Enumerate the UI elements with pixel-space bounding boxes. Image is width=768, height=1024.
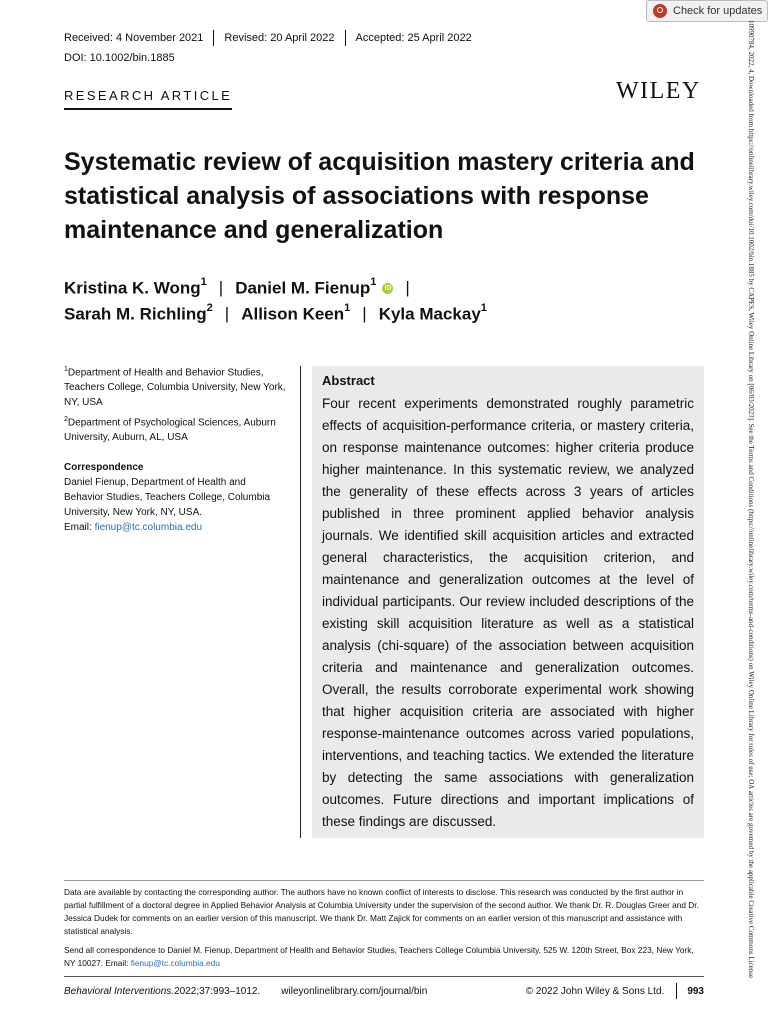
affiliation-2: $^2$Department of Psychological Sciences, Auburn University, Auburn, AL, USA	[64, 416, 276, 444]
page-number: 993	[687, 985, 704, 997]
check-updates-icon	[653, 4, 667, 18]
footnote-acknowledgements: Data are available by contacting the corresponding author. The authors have no known conflict of interests to disclose. This research was conducted by the first author in partial fulfillment of a doctoral degree in Applied Behavior Analysis at Columbia University under the supervision of the second author. We thank Dr. R. Douglas Greer and Dr. Jessica Dudek for comments on an earlier version of this manuscript. We thank Dr. Matt Zajick for comments on an earlier version of this manuscript and assistance with statistical analysis.	[64, 887, 699, 936]
affiliation-1: $^1$Department of Health and Behavior Studies, Teachers College, Columbia University, New York, NY, USA	[64, 366, 286, 409]
footnote-rule	[64, 880, 704, 881]
author-name[interactable]: Kristina K. Wong$^1$	[64, 276, 207, 298]
download-notice-text: 10990784, 2022, 4, Downloaded from https://onlinelibrary.wiley.com/doi/10.1002/bin.1885 by CAPES, Wiley Online Library on [06/03/2023]. See the Terms and Conditions (https://onlinelibrary.wiley.com/terms-and-conditions) on Wiley Online Library for rules of use; OA articles are governed by the applicable Creative Commons License	[747, 20, 755, 979]
publication-dates	[64, 30, 472, 46]
author-name[interactable]: Kyla Mackay$^1$	[378, 302, 487, 324]
correspondence-email-line: Email: fienup@tc.columbia.edu	[64, 522, 202, 533]
publisher-logo: WILEY	[616, 78, 701, 104]
correspondence-text: Daniel Fienup, Department of Health and Behavior Studies, Teachers College, Columbia University, New York, NY, USA.	[64, 477, 271, 518]
author-separator: |	[218, 278, 224, 298]
author-line-2	[64, 304, 487, 325]
journal-url[interactable]: wileyonlinelibrary.com/journal/bin	[281, 985, 428, 997]
author-name[interactable]: Allison Keen$^1$	[241, 302, 351, 324]
journal-name: Behavioral Interventions.	[64, 985, 175, 997]
date-separator	[213, 30, 214, 46]
article-title: Systematic review of acquisition mastery criteria and statistical analysis of associations with response maintenance and generalization	[64, 148, 695, 244]
author-separator: |	[224, 304, 230, 324]
correspondence-heading: Correspondence	[64, 462, 144, 473]
orcid-icon[interactable]: iD	[384, 284, 392, 292]
check-for-updates-button[interactable]	[646, 0, 768, 22]
author-line-1	[64, 278, 422, 299]
abstract-heading: Abstract	[322, 373, 375, 388]
copyright: © 2022 John Wiley & Sons Ltd.	[525, 985, 665, 997]
author-name[interactable]: Sarah M. Richling$^2$	[64, 302, 213, 324]
revised-date: Revised: 20 April 2022	[224, 32, 335, 44]
correspondence-email-link[interactable]: fienup@tc.columbia.edu	[94, 522, 202, 533]
doi[interactable]: DOI: 10.1002/bin.1885	[64, 52, 175, 64]
download-notice	[744, 20, 758, 1020]
received-date: Received: 4 November 2021	[64, 32, 204, 44]
accepted-date: Accepted: 25 April 2022	[355, 32, 472, 44]
footer-separator	[676, 983, 677, 999]
footnote-email-link[interactable]: fienup@tc.columbia.edu	[130, 958, 220, 968]
footer-rule	[64, 976, 704, 977]
column-divider	[300, 366, 301, 838]
check-updates-label: Check for updates	[673, 5, 763, 17]
abstract-text: Four recent experiments demonstrated roughly parametric effects of acquisition-performance criteria, or mastery criteria, on response maintenance outcomes: higher criteria produce higher maintenance. In this systematic review, we analyzed the generality of these effects across 3 years of articles published in three prominent applied behavior analysis journals. We identified skill acquisition articles and extracted general characteristics, the acquisition criterion, and maintenance and generalization outcomes at the level of individual participants. Our review included descriptions of the existing skill acquisition literature as well as a statistical analysis (chi-square) of the association between acquisition criteria and maintenance and generalization outcomes. Overall, the results corroborate experimental work showing that higher acquisition criteria are associated with higher response-maintenance outcomes across varied populations, interventions, and teaching tactics. We extended the literature by detecting the same associations with generalization outcomes. Future directions and important implications of these findings are discussed.	[322, 396, 694, 829]
footnote-correspondence: Send all correspondence to Daniel M. Fienup, Department of Health and Behavior Studies, Teachers College Columbia University, 525 W. 120th Street, Box 223, New York, NY 10027. Email: fienup@tc.columbia.edu	[64, 945, 694, 968]
page-footer	[64, 983, 704, 999]
correspondence	[64, 460, 288, 535]
author-separator: |	[405, 278, 410, 298]
date-separator	[345, 30, 346, 46]
article-type: RESEARCH ARTICLE	[64, 88, 232, 110]
author-name[interactable]: Daniel M. Fienup$^1$	[235, 276, 377, 298]
author-separator: |	[362, 304, 367, 324]
journal-citation: 2022;37:993–1012.	[174, 985, 261, 997]
